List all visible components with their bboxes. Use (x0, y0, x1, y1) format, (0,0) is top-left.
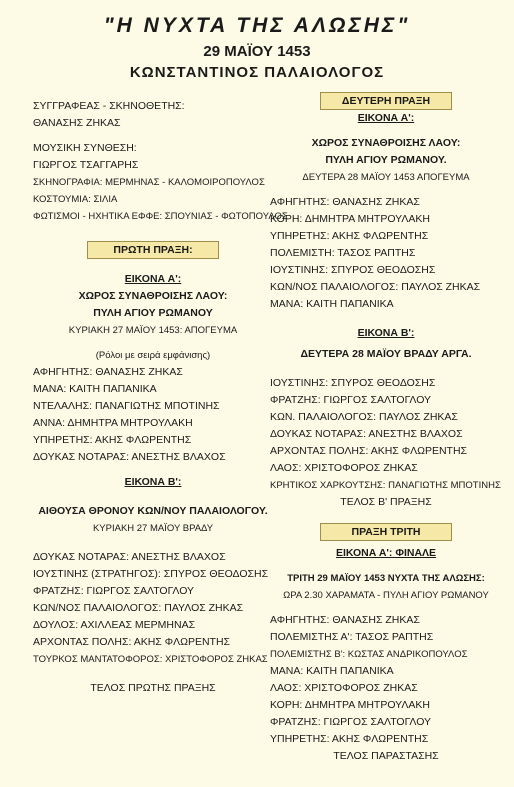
act3-scene-a-time2: ΩΡΑ 2.30 ΧΑΡΑΜΑΤΑ - ΠΥΛΗ ΑΓΙΟΥ ΡΩΜΑΝΟΥ (283, 590, 489, 601)
left-column (33, 98, 288, 697)
music-name: ΓΙΩΡΓΟΣ ΤΣΑΓΓΑΡΗΣ (33, 159, 139, 171)
act1-end: ΤΕΛΟΣ ΠΡΩΤΗΣ ΠΡΑΞΗΣ (90, 682, 216, 694)
act1-scene-a-time: ΚΥΡΙΑΚΗ 27 ΜΑΪΟΥ 1453: ΑΠΟΓΕΥΜΑ (68, 325, 238, 336)
cast-line: ΠΟΛΕΜΙΣΤΗ: ΤΑΣΟΣ ΡΑΠΤΗΣ (270, 247, 416, 259)
cast-line: ΝΤΕΛΑΛΗΣ: ΠΑΝΑΓΙΩΤΗΣ ΜΠΟΤΙΝΗΣ (33, 400, 220, 412)
act3-scene-a-label: ΕΙΚΟΝΑ Α': ΦΙΝΑΛΕ (335, 547, 437, 559)
act1-scene-b-place: ΑΙΘΟΥΣΑ ΘΡΟΝΟΥ ΚΩΝ/ΝΟΥ ΠΑΛΑΙΟΛΟΓΟΥ. (38, 505, 268, 517)
right-column (270, 92, 502, 765)
act1-title: ΠΡΩΤΗ ΠΡΑΞΗ: (87, 241, 219, 259)
act2-end: ΤΕΛΟΣ Β' ΠΡΑΞΗΣ (340, 496, 432, 508)
cast-line: ΑΦΗΓΗΤΗΣ: ΘΑΝΑΣΗΣ ΖΗΚΑΣ (33, 366, 183, 378)
cast-line: ΤΟΥΡΚΟΣ ΜΑΝΤΑΤΟΦΟΡΟΣ: ΧΡΙΣΤΟΦΟΡΟΣ ΖΗΚΑΣ (33, 654, 268, 665)
act1-scene-b-label: ΕΙΚΟΝΑ Β': (124, 476, 182, 488)
cast-line: ΠΟΛΕΜΙΣΤΗΣ Β': ΚΩΣΤΑΣ ΑΝΔΡΙΚΟΠΟΥΛΟΣ (270, 649, 468, 660)
program-subtitle: ΚΩΝΣΤΑΝΤΙΝΟΣ ΠΑΛΑΙΟΛΟΓΟΣ (129, 64, 385, 81)
act3-scene-a-time1: ΤΡΙΤΗ 29 ΜΑΪΟΥ 1453 ΝΥΧΤΑ ΤΗΣ ΑΛΩΣΗΣ: (287, 573, 485, 584)
cast-line: ΚΟΡΗ: ΔΗΜΗΤΡΑ ΜΗΤΡΟΥΛΑΚΗ (270, 699, 430, 711)
act2-scene-a-place2: ΠΥΛΗ ΑΓΙΟΥ ΡΩΜΑΝΟΥ. (325, 154, 447, 166)
cast-line: ΠΟΛΕΜΙΣΤΗΣ Α': ΤΑΣΟΣ ΡΑΠΤΗΣ (270, 631, 434, 643)
cast-line: ΑΝΝΑ: ΔΗΜΗΤΡΑ ΜΗΤΡΟΥΛΑΚΗ (33, 417, 193, 429)
act2-scene-b-label: ΕΙΚΟΝΑ Β': (357, 327, 415, 339)
cast-line: ΛΑΟΣ: ΧΡΙΣΤΟΦΟΡΟΣ ΖΗΚΑΣ (270, 682, 418, 694)
cast-line: ΑΦΗΓΗΤΗΣ: ΘΑΝΑΣΗΣ ΖΗΚΑΣ (270, 196, 420, 208)
cast-line: ΙΟΥΣΤΙΝΗΣ: ΣΠΥΡΟΣ ΘΕΟΔΟΣΗΣ (270, 377, 436, 389)
act1-scene-b-time: ΚΥΡΙΑΚΗ 27 ΜΑΪΟΥ ΒΡΑΔΥ (92, 523, 214, 534)
costumes-credit: ΚΟΣΤΟΥΜΙΑ: ΣΙΛΙΑ (33, 194, 118, 205)
music-label: ΜΟΥΣΙΚΗ ΣΥΝΘΕΣΗ: (33, 142, 137, 154)
writer-label: ΣΥΓΓΡΑΦΕΑΣ - ΣΚΗΝΟΘΕΤΗΣ: (33, 100, 185, 112)
act3-end: ΤΕΛΟΣ ΠΑΡΑΣΤΑΣΗΣ (333, 750, 439, 762)
act2-title: ΔΕΥΤΕΡΗ ΠΡΑΞΗ (320, 92, 452, 110)
act1-scene-a-label: ΕΙΚΟΝΑ Α': (124, 273, 182, 285)
cast-line: ΦΡΑΤΖΗΣ: ΓΙΩΡΓΟΣ ΣΑΛΤΟΓΛΟΥ (33, 585, 195, 597)
cast-line: ΚΡΗΤΙΚΟΣ ΧΑΡΚΟΥΤΣΗΣ: ΠΑΝΑΓΙΩΤΗΣ ΜΠΟΤΙΝΗΣ (270, 480, 501, 491)
program-date: 29 ΜΑΪΟΥ 1453 (203, 43, 311, 60)
cast-line: ΦΡΑΤΖΗΣ: ΓΙΩΡΓΟΣ ΣΑΛΤΟΓΛΟΥ (270, 394, 432, 406)
cast-line: ΙΟΥΣΤΙΝΗΣ (ΣΤΡΑΤΗΓΟΣ): ΣΠΥΡΟΣ ΘΕΟΔΟΣΗΣ (33, 568, 269, 580)
cast-line: ΜΑΝΑ: ΚΑΙΤΗ ΠΑΠΑΝΙΚΑ (270, 665, 394, 677)
cast-line: ΦΡΑΤΖΗΣ: ΓΙΩΡΓΟΣ ΣΑΛΤΟΓΛΟΥ (270, 716, 432, 728)
cast-line: ΑΡΧΟΝΤΑΣ ΠΟΛΗΣ: ΑΚΗΣ ΦΛΩΡΕΝΤΗΣ (270, 445, 468, 457)
cast-line: ΚΩΝ/ΝΟΣ ΠΑΛΑΙΟΛΟΓΟΣ: ΠΑΥΛΟΣ ΖΗΚΑΣ (270, 281, 481, 293)
act1-scene-a-place1: ΧΩΡΟΣ ΣΥΝΑΘΡΟΙΣΗΣ ΛΑΟΥ: (78, 290, 228, 302)
cast-line: ΜΑΝΑ: ΚΑΙΤΗ ΠΑΠΑΝΙΚΑ (270, 298, 394, 310)
cast-line: ΔΟΥΚΑΣ ΝΟΤΑΡΑΣ: ΑΝΕΣΤΗΣ ΒΛΑΧΟΣ (33, 551, 226, 563)
cast-line: ΔΟΥΚΑΣ ΝΟΤΑΡΑΣ: ΑΝΕΣΤΗΣ ΒΛΑΧΟΣ (33, 451, 226, 463)
lights-credit: ΦΩΤΙΣΜΟΙ - ΗΧΗΤΙΚΑ ΕΦΦΕ: ΣΠΟΥΝΙΑΣ - ΦΩΤΟΠΟΥΛΟΣ (33, 211, 288, 222)
act2-scene-a-label: ΕΙΚΟΝΑ Α': (357, 112, 415, 124)
act2-scene-a-place1: ΧΩΡΟΣ ΣΥΝΑΘΡΟΙΣΗΣ ΛΑΟΥ: (311, 137, 461, 149)
cast-line: ΔΟΥΛΟΣ: ΑΧΙΛΛΕΑΣ ΜΕΡΜΗΝΑΣ (33, 619, 196, 631)
act1-scene-a-place2: ΠΥΛΗ ΑΓΙΟΥ ΡΩΜΑΝΟΥ (93, 307, 213, 319)
cast-line: ΜΑΝΑ: ΚΑΙΤΗ ΠΑΠΑΝΙΚΑ (33, 383, 157, 395)
scenery-credit: ΣΚΗΝΟΓΡΑΦΙΑ: ΜΕΡΜΗΝΑΣ - ΚΑΛΟΜΟΙΡΟΠΟΥΛΟΣ (33, 177, 265, 188)
cast-line: ΚΩΝ. ΠΑΛΑΙΟΛΟΓΟΣ: ΠΑΥΛΟΣ ΖΗΚΑΣ (270, 411, 458, 423)
cast-line: ΔΟΥΚΑΣ ΝΟΤΑΡΑΣ: ΑΝΕΣΤΗΣ ΒΛΑΧΟΣ (270, 428, 463, 440)
cast-line: ΑΦΗΓΗΤΗΣ: ΘΑΝΑΣΗΣ ΖΗΚΑΣ (270, 614, 420, 626)
cast-line: ΑΡΧΟΝΤΑΣ ΠΟΛΗΣ: ΑΚΗΣ ΦΛΩΡΕΝΤΗΣ (33, 636, 231, 648)
roles-order-note: (Ρόλοι με σειρά εμφάνισης) (95, 350, 211, 361)
act2-scene-a-time: ΔΕΥΤΕΡΑ 28 ΜΑΪΟΥ 1453 ΑΠΟΓΕΥΜΑ (302, 172, 470, 183)
cast-line: ΛΑΟΣ: ΧΡΙΣΤΟΦΟΡΟΣ ΖΗΚΑΣ (270, 462, 418, 474)
cast-line: ΥΠΗΡΕΤΗΣ: ΑΚΗΣ ΦΛΩΡΕΝΤΗΣ (33, 434, 192, 446)
act3-title: ΠΡΑΞΗ ΤΡΙΤΗ (320, 523, 452, 541)
act2-scene-b-time: ΔΕΥΤΕΡΑ 28 ΜΑΪΟΥ ΒΡΑΔΥ ΑΡΓΑ. (300, 348, 472, 360)
cast-line: ΚΩΝ/ΝΟΣ ΠΑΛΑΙΟΛΟΓΟΣ: ΠΑΥΛΟΣ ΖΗΚΑΣ (33, 602, 244, 614)
cast-line: ΚΟΡΗ: ΔΗΜΗΤΡΑ ΜΗΤΡΟΥΛΑΚΗ (270, 213, 430, 225)
program-title: "Η ΝΥΧΤΑ ΤΗΣ ΑΛΩΣΗΣ" (103, 14, 411, 37)
cast-line: ΥΠΗΡΕΤΗΣ: ΑΚΗΣ ΦΛΩΡΕΝΤΗΣ (270, 733, 429, 745)
cast-line: ΙΟΥΣΤΙΝΗΣ: ΣΠΥΡΟΣ ΘΕΟΔΟΣΗΣ (270, 264, 436, 276)
cast-line: ΥΠΗΡΕΤΗΣ: ΑΚΗΣ ΦΛΩΡΕΝΤΗΣ (270, 230, 429, 242)
writer-name: ΘΑΝΑΣΗΣ ΖΗΚΑΣ (33, 117, 121, 129)
